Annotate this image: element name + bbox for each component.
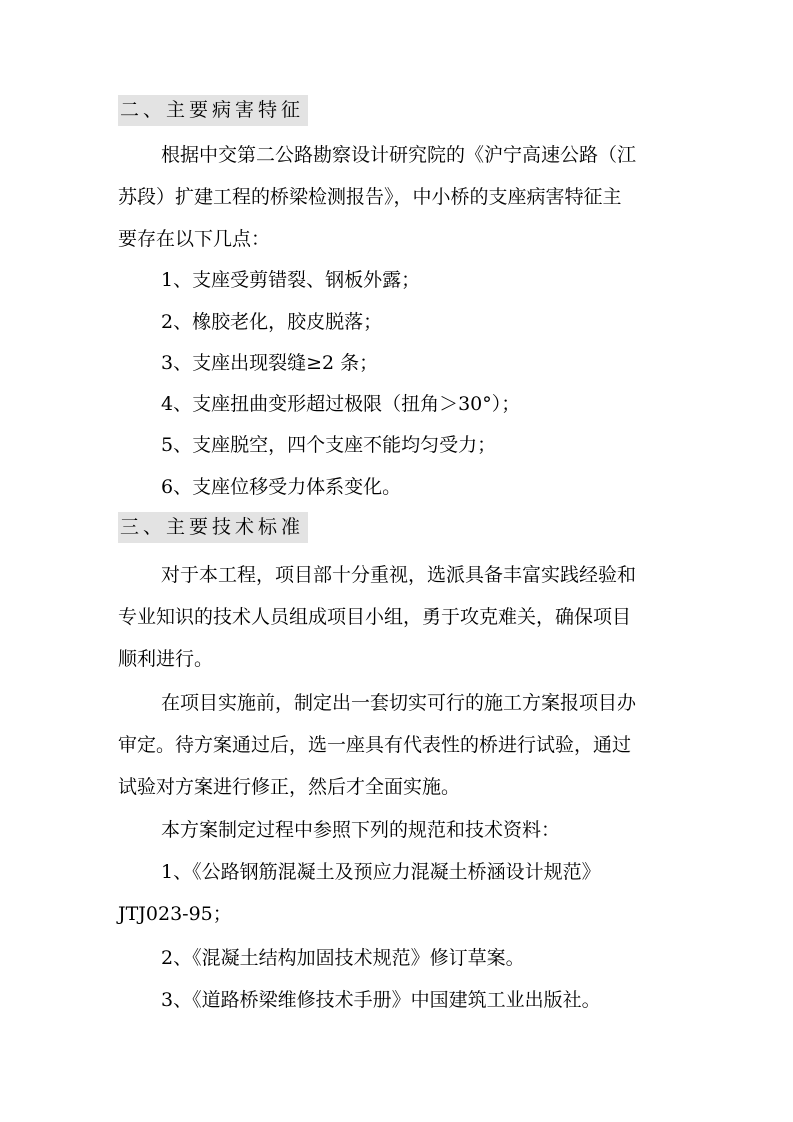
paragraph-line: 审定。待方案通过后，选一座具有代表性的桥进行试验，通过 <box>118 734 632 756</box>
list-item: 4、支座扭曲变形超过极限（扭角＞30°）； <box>161 393 521 415</box>
reference-item: 3、《道路桥梁维修技术手册》中国建筑工业出版社。 <box>161 989 601 1011</box>
paragraph-line: 要存在以下几点： <box>118 228 271 250</box>
paragraph-line: 对于本工程，项目部十分重视，选派具备丰富实践经验和 <box>161 564 637 586</box>
section-heading-3: 三、主要技术标准 <box>118 512 308 543</box>
paragraph-line: 专业知识的技术人员组成项目小组，勇于攻克难关，确保项目 <box>118 606 632 628</box>
paragraph-line: 在项目实施前，制定出一套切实可行的施工方案报项目办 <box>161 692 637 714</box>
reference-item: 2、《混凝土结构加固技术规范》修订草案。 <box>161 947 525 969</box>
section-heading-2: 二、主要病害特征 <box>118 95 308 126</box>
list-item: 3、支座出现裂缝≥2 条； <box>161 352 379 374</box>
paragraph-line: 苏段）扩建工程的桥梁检测报告》，中小桥的支座病害特征主 <box>118 186 622 208</box>
list-item: 6、支座位移受力体系变化。 <box>161 476 402 498</box>
list-item: 1、支座受剪错裂、钢板外露； <box>161 269 421 291</box>
reference-item-continuation: JTJ023-95； <box>118 903 232 925</box>
list-item: 2、橡胶老化，胶皮脱落； <box>161 311 383 333</box>
reference-item: 1、《公路钢筋混凝土及预应力混凝土桥涵设计规范》 <box>161 861 601 883</box>
list-item: 5、支座脱空，四个支座不能均匀受力； <box>161 434 497 456</box>
paragraph-line: 试验对方案进行修正，然后才全面实施。 <box>118 776 461 798</box>
paragraph-line: 顺利进行。 <box>118 648 214 670</box>
paragraph-line: 本方案制定过程中参照下列的规范和技术资料： <box>161 819 561 841</box>
paragraph-line: 根据中交第二公路勘察设计研究院的《沪宁高速公路（江 <box>161 144 637 166</box>
